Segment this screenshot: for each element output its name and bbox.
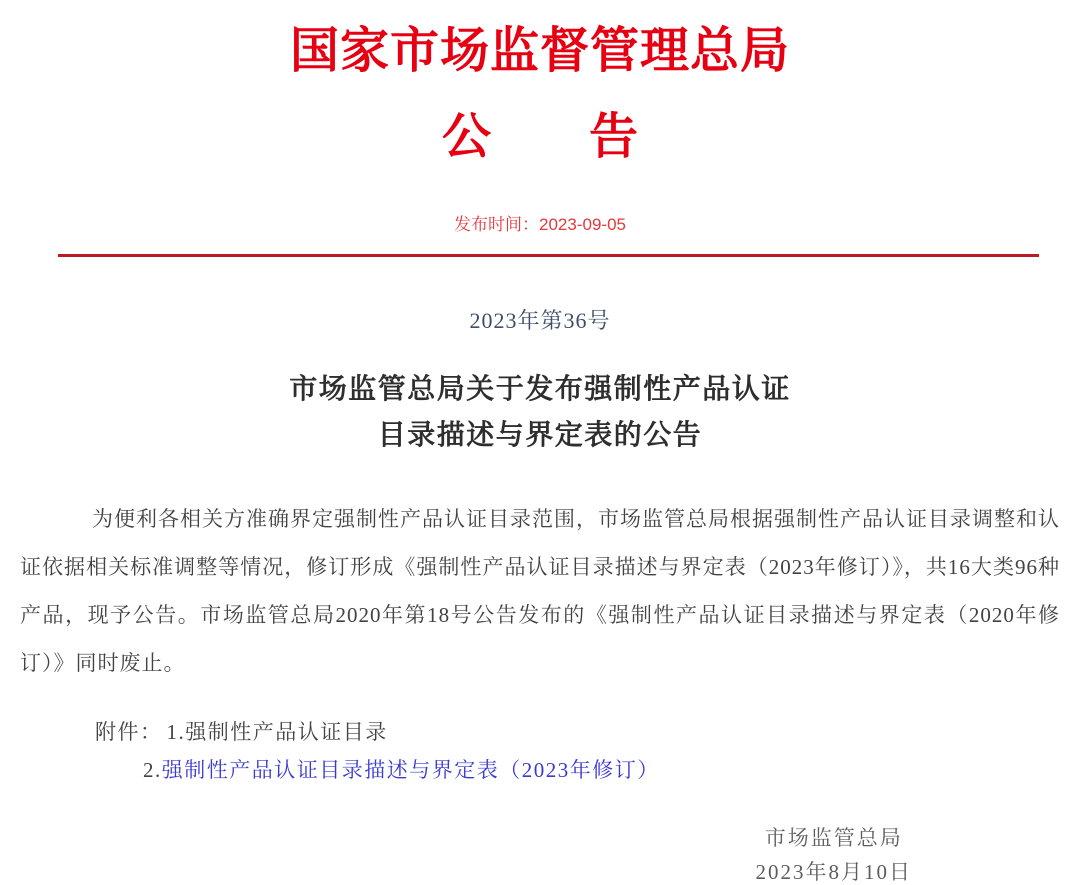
attachments-section [0,713,1080,789]
announcement-body [0,307,1080,885]
attachment-line-1 [0,713,1080,751]
document-title-line-2: 目录描述与界定表的公告 [377,420,703,451]
agency-title: 国家市场监督管理总局 [289,23,790,78]
document-title [0,367,1080,459]
document-number: 2023年第36号 [469,308,611,333]
attachment-item-2-link[interactable]: 强制性产品认证目录描述与界定表（2023年修订） [161,758,660,782]
body-paragraph: 为便利各相关方准确界定强制性产品认证目录范围，市场监管总局根据强制性产品认证目录调整和认证依据相关标准调整等情况，修订形成《强制性产品认证目录描述与界定表（2023年修订）》，共16大类96种产品，现予公告。市场监管总局2020年第18号公告发布的《强制性产品认证目录描述与界定表（2020年修订）》同时废止。 [20,507,1060,675]
attachment-item-2-prefix: 2. [143,758,162,782]
attachments-label: 附件： [95,720,163,744]
document-title-line-1: 市场监管总局关于发布强制性产品认证 [289,374,791,405]
announcement-title: 公 告 [441,109,638,164]
signature-agency: 市场监管总局 [764,826,903,850]
page-header [0,0,1080,236]
publish-date-value: 2023-09-05 [539,215,626,234]
attachment-item-1: 1.强制性产品认证目录 [166,720,388,744]
signature-block [756,821,913,885]
divider-rule [58,254,1039,257]
attachment-line-2 [0,751,1080,789]
publish-date-label: 发布时间： [454,215,540,234]
publish-date-line [0,214,1080,236]
signature-date: 2023年8月10日 [755,860,912,884]
